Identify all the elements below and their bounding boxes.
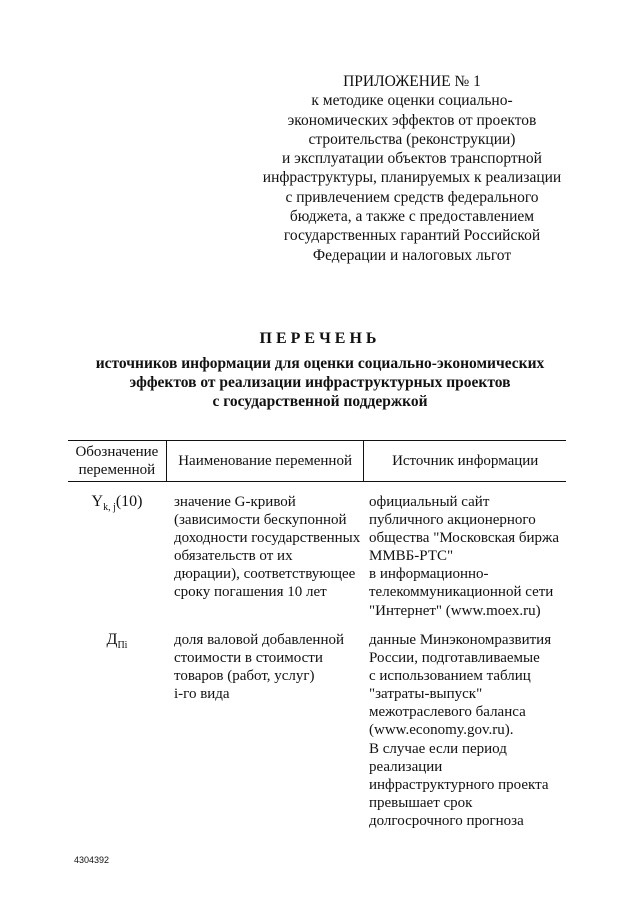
source-line: публичного акционерного — [369, 512, 536, 529]
appendix-line: инфраструктуры, планируемых к реализации — [262, 169, 562, 187]
source-line: межотраслевого баланса — [369, 704, 526, 721]
name-line: дюрации), соответствующее — [174, 566, 356, 583]
row-source — [363, 493, 566, 620]
source-line: "затраты-выпуск" — [369, 686, 483, 703]
row-source — [363, 631, 566, 830]
source-line: в информационно- — [369, 566, 489, 583]
table-row — [68, 493, 566, 620]
name-line: значение G-кривой — [174, 494, 296, 510]
source-line: реализации — [369, 758, 443, 775]
source-line: В случае если период — [369, 740, 507, 757]
symbol-main: Д — [106, 631, 118, 648]
header-source: Источник информации — [392, 453, 539, 469]
header-designation-line2: переменной — [78, 462, 156, 478]
appendix-line: и эксплуатации объектов транспортной — [282, 150, 542, 168]
source-line: России, подготавливаемые — [369, 650, 540, 667]
name-line: i-го вида — [174, 686, 230, 703]
name-line: обязательств от их — [174, 548, 293, 565]
appendix-line: Федерации и налоговых льгот — [312, 246, 512, 264]
sources-table — [68, 440, 566, 829]
table-row — [68, 631, 566, 830]
document-number: 4304392 — [74, 855, 110, 865]
document-title: ПЕРЕЧЕНЬ — [259, 330, 381, 347]
appendix-line: бюджета, а также с предоставлением — [289, 208, 535, 226]
source-line: официальный сайт — [369, 494, 490, 510]
name-line: товаров (работ, услуг) — [174, 668, 315, 685]
source-line: ММВБ-РТС" — [369, 548, 454, 565]
header-designation — [68, 441, 167, 481]
subtitle-line: с государственной поддержкой — [212, 393, 428, 410]
appendix-line: с привлечением средств федерального — [285, 188, 539, 206]
name-line: сроку погашения 10 лет — [174, 584, 327, 601]
appendix-line: строительства (реконструкции) — [308, 130, 516, 148]
table-header — [68, 441, 566, 482]
name-line: стоимости в стоимости — [174, 650, 323, 667]
row-variable-name — [166, 631, 363, 830]
document-subtitle — [60, 354, 580, 411]
appendix-line: экономических эффектов от проектов — [287, 111, 537, 129]
source-line: данные Минэкономразвития — [369, 632, 552, 648]
header-variable-name: Наименование переменной — [167, 441, 365, 481]
source-line: телекоммуникационной сети — [369, 584, 554, 601]
symbol-suffix: (10) — [115, 493, 143, 510]
row-variable-name — [166, 493, 363, 620]
name-line: доходности государственных — [174, 530, 361, 547]
header-designation-line1: Обозначение — [75, 444, 159, 460]
row-symbol — [68, 493, 166, 620]
source-line: с использованием таблиц — [369, 668, 531, 685]
symbol-subscript: Пi — [117, 640, 128, 651]
symbol-subscript: k, j — [103, 502, 116, 513]
symbol-main: Y — [91, 493, 104, 510]
appendix-line: ПРИЛОЖЕНИЕ № 1 — [343, 73, 481, 90]
appendix-line: к методике оценки социально- — [311, 92, 513, 110]
source-line: (www.economy.gov.ru). — [369, 722, 514, 739]
source-line: превышает срок — [369, 794, 473, 811]
subtitle-line: эффектов от реализации инфраструктурных проектов — [129, 374, 511, 391]
source-line: "Интернет" (www.moex.ru) — [369, 602, 541, 619]
name-line: (зависимости бескупонной — [174, 512, 347, 529]
source-line: общества "Московская биржа — [369, 530, 560, 547]
appendix-header — [262, 72, 562, 265]
row-symbol — [68, 631, 166, 830]
subtitle-line: источников информации для оценки социально-экономических — [95, 355, 545, 372]
appendix-line: государственных гарантий Российской — [283, 227, 541, 245]
name-line: доля валовой добавленной — [174, 632, 345, 648]
source-line: долгосрочного прогноза — [369, 812, 524, 829]
source-line: инфраструктурного проекта — [369, 776, 549, 793]
